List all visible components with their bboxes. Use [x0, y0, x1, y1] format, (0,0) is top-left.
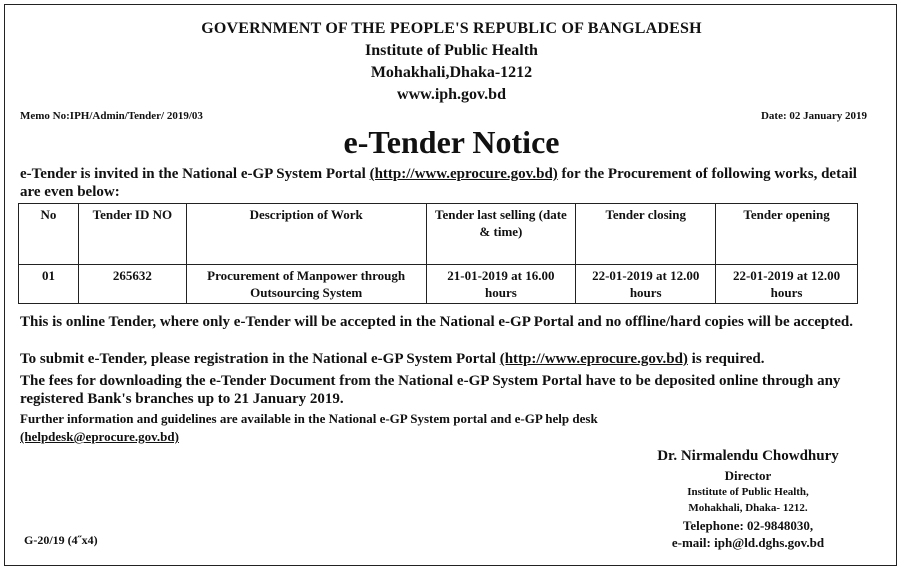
eprocure-link-2[interactable]: (http://www.eprocure.gov.bd) [499, 351, 688, 367]
helpdesk-email-link[interactable]: (helpdesk@eprocure.gov.bd) [20, 429, 179, 444]
ad-code: G-20/19 (4˝x4) [24, 533, 98, 547]
cell-opening: 22-01-2019 at 12.00 hours [716, 265, 858, 304]
table-header-row [19, 204, 858, 265]
signatory-telephone: Telephone: 02-9848030, [682, 518, 814, 533]
col-header-no: No [19, 204, 79, 265]
cell-description: Procurement of Manpower through Outsourcing System [186, 265, 426, 304]
submit-paragraph [20, 350, 880, 368]
memo-number: Memo No:IPH/Admin/Tender/ 2019/03 [20, 110, 203, 122]
fees-paragraph: The fees for downloading the e-Tender Document from the National e-GP System Portal have to be deposited online through any registered Bank's branches up to 21 January 2019. [20, 373, 841, 407]
signatory-email: e-mail: iph@ld.dghs.gov.bd [671, 535, 825, 550]
signatory-role: Director [724, 468, 772, 483]
col-header-description: Description of Work [186, 204, 426, 265]
cell-no: 01 [19, 265, 79, 304]
col-header-opening: Tender opening [716, 204, 858, 265]
cell-tender-id: 265632 [78, 265, 186, 304]
submit-text-after: is required. [687, 351, 765, 367]
cell-last-selling: 21-01-2019 at 16.00 hours [426, 265, 576, 304]
further-info-text: Further information and guidelines are available in the National e-GP System portal and e-GP help desk [20, 411, 598, 426]
eprocure-link[interactable]: (http://www.eprocure.gov.bd) [369, 166, 558, 182]
institute-website: www.iph.gov.bd [397, 86, 506, 103]
page-title: e-Tender Notice [343, 124, 560, 160]
col-header-last-selling: Tender last selling (date & time) [426, 204, 576, 265]
tender-table [18, 203, 858, 304]
col-header-closing: Tender closing [576, 204, 716, 265]
signatory-org: Institute of Public Health, [687, 486, 809, 498]
institute-name: Institute of Public Health [365, 42, 538, 59]
intro-paragraph [20, 165, 880, 201]
signatory-name: Dr. Nirmalendu Chowdhury [657, 448, 839, 464]
col-header-tender-id: Tender ID NO [78, 204, 186, 265]
institute-address: Mohakhali,Dhaka-1212 [370, 64, 533, 81]
further-info-paragraph [20, 410, 880, 446]
submit-text-before: To submit e-Tender, please registration in the National e-GP System Portal [20, 351, 500, 367]
intro-text-before: e-Tender is invited in the National e-GP System Portal [20, 166, 370, 182]
government-heading: GOVERNMENT OF THE PEOPLE'S REPUBLIC OF BANGLADESH [201, 20, 702, 37]
notice-date: Date: 02 January 2019 [760, 110, 867, 122]
cell-closing: 22-01-2019 at 12.00 hours [576, 265, 716, 304]
signatory-address: Mohakhali, Dhaka- 1212. [688, 502, 808, 514]
table-row [19, 265, 858, 304]
intro-text-after: for the Procurement of following works, detail are even below: [20, 166, 857, 200]
online-tender-paragraph: This is online Tender, where only e-Tender will be accepted in the National e-GP Portal and no offline/hard copies will be accepted. [20, 314, 853, 330]
